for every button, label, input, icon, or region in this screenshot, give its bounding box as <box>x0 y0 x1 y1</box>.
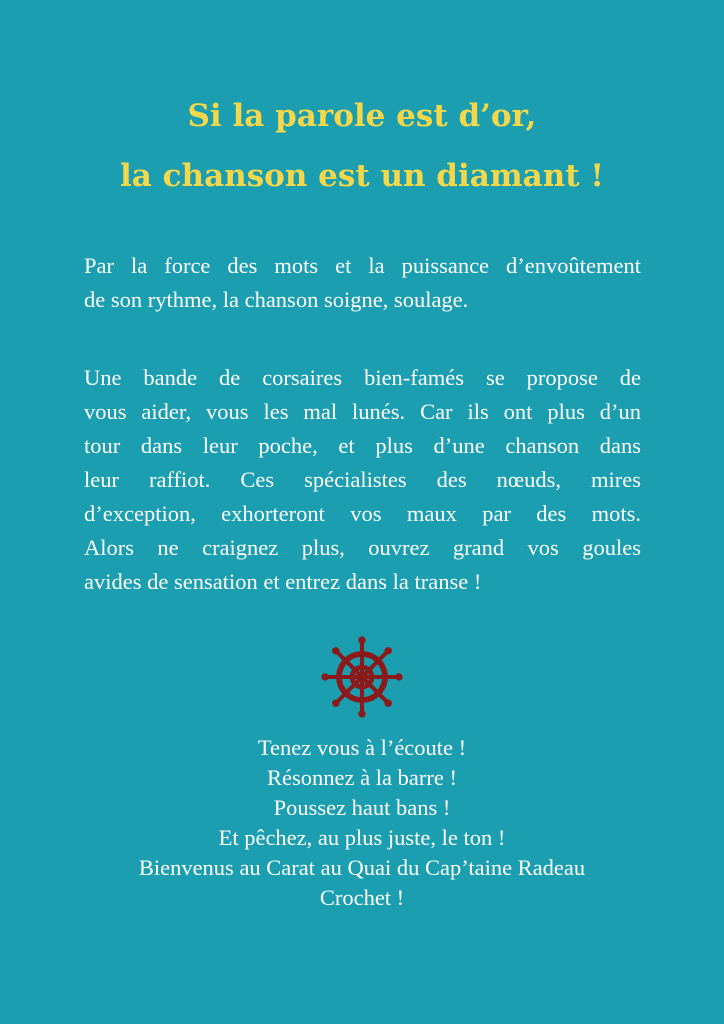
paragraph-line: Alors ne craignez plus, ouvrez grand vos goules <box>84 535 641 560</box>
closing-line: Résonnez à la barre ! <box>267 765 457 790</box>
paragraph-line: avides de sensation et entrez dans la transe ! <box>84 569 482 594</box>
paragraph-line: leur raffiot. Ces spécialistes des nœuds, mires <box>84 467 641 492</box>
closing-line: Tenez vous à l’écoute ! <box>257 735 467 760</box>
title-line-2: la chanson est un diamant ! <box>120 158 604 194</box>
paragraph-line: de son rythme, la chanson soigne, soulage. <box>84 287 469 312</box>
paragraph-line: vous aider, vous les mal lunés. Car ils ont plus d’un <box>84 399 641 424</box>
closing-line: Bienvenus au Carat au Quai du Cap’taine Radeau <box>138 855 586 880</box>
paragraph-line: tour dans leur poche, et plus d’une chanson dans <box>84 433 641 458</box>
closing-line: Crochet ! <box>319 885 405 910</box>
paragraph-line: Une bande de corsaires bien-famés se propose de <box>84 365 641 390</box>
title-line-1: Si la parole est d’or, <box>187 98 537 134</box>
paragraph-intro <box>84 249 641 317</box>
closing-line: Poussez haut bans ! <box>273 795 451 820</box>
closing-verse <box>0 733 724 913</box>
paragraph-corsaires <box>84 361 641 599</box>
paragraph-line: d’exception, exhorteront vos maux par des mots. <box>84 501 641 526</box>
paragraph-line: Par la force des mots et la puissance d’envoûtement <box>84 253 641 278</box>
closing-line: Et pêchez, au plus juste, le ton ! <box>218 825 506 850</box>
ship-wheel-icon <box>321 636 403 718</box>
